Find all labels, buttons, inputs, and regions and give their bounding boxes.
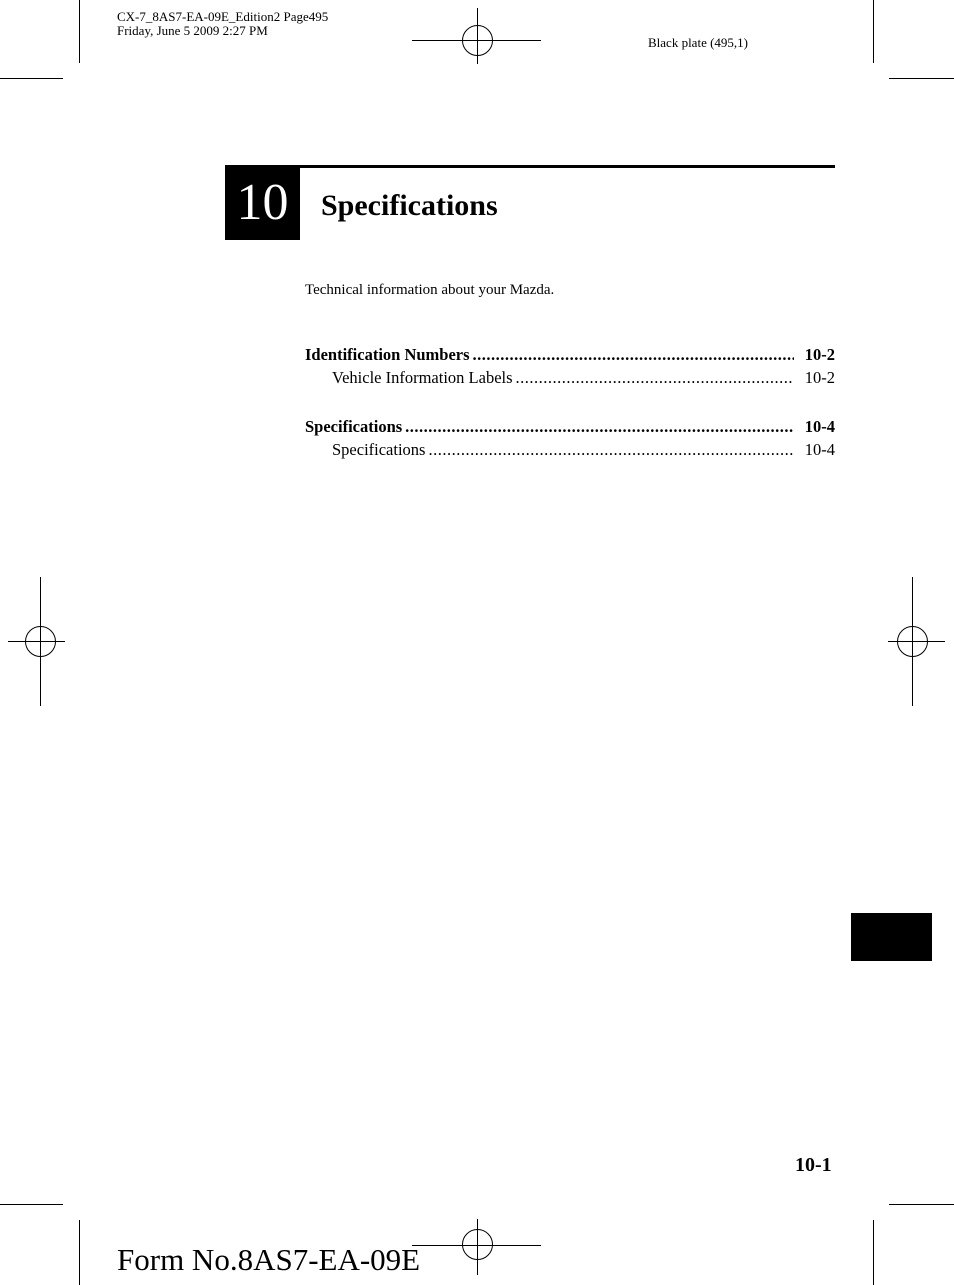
toc-entry-identification-numbers[interactable] <box>305 344 835 366</box>
toc-page: 10-2 <box>804 345 835 364</box>
toc-leader-dots <box>516 367 794 389</box>
toc-page: 10-4 <box>804 417 835 436</box>
toc-leader-dots <box>473 344 794 366</box>
chapter-title: Specifications <box>321 189 498 222</box>
form-number: Form No.8AS7-EA-09E <box>117 1242 421 1277</box>
toc-label: Identification Numbers <box>305 345 470 364</box>
chapter-intro: Technical information about your Mazda. <box>305 282 555 298</box>
toc-leader-dots <box>428 439 793 461</box>
chapter-thumb-tab <box>851 913 932 961</box>
toc-label: Specifications <box>332 440 426 459</box>
toc-leader-dots <box>405 416 794 438</box>
page-number: 10-1 <box>795 1154 832 1176</box>
toc-page: 10-4 <box>804 440 835 459</box>
toc-label: Specifications <box>305 417 403 436</box>
date-line: Friday, June 5 2009 2:27 PM <box>117 23 268 38</box>
toc-entry-specifications[interactable] <box>332 439 835 461</box>
chapter-number: 10 <box>225 165 300 240</box>
toc-label: Vehicle Information Labels <box>332 368 513 387</box>
plate-label: Black plate (495,1) <box>648 35 748 50</box>
chapter-rule <box>225 165 835 168</box>
file-info-line: CX-7_8AS7-EA-09E_Edition2 Page495 <box>117 9 329 24</box>
toc-entry-specifications-section[interactable] <box>305 416 835 438</box>
toc-page: 10-2 <box>804 368 835 387</box>
toc-entry-vehicle-information-labels[interactable] <box>332 367 835 389</box>
